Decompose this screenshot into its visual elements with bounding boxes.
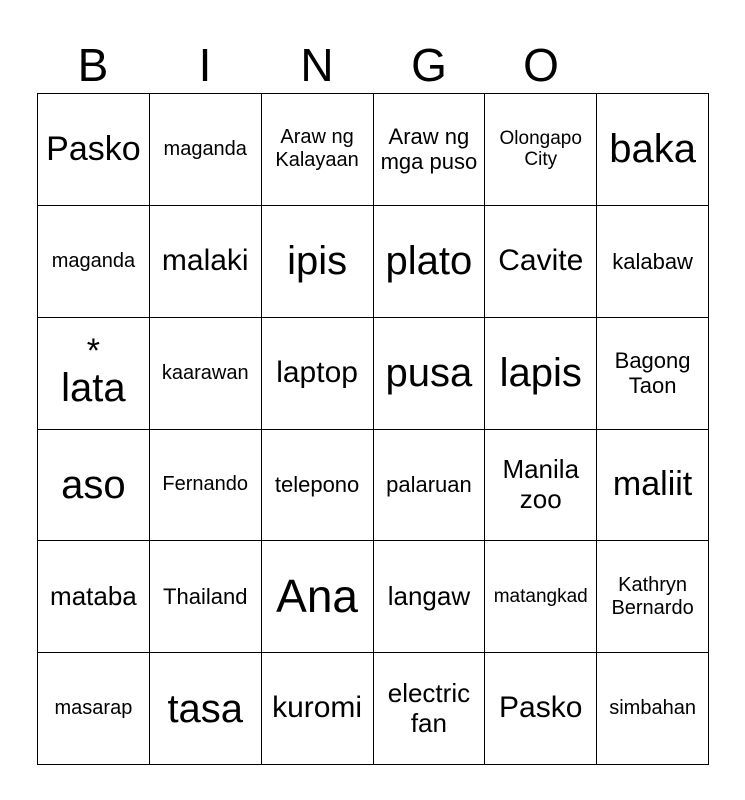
cell-text: ipis [287,239,348,284]
cell-text: Cavite [498,243,584,277]
bingo-cell[interactable] [485,430,597,542]
cell-text: Kathryn Bernardo [611,573,694,619]
bingo-cell[interactable] [485,318,597,430]
bingo-cell[interactable] [150,206,262,318]
cell-text: maliit [612,465,693,504]
bingo-cell[interactable] [485,206,597,318]
cell-text: Manila zoo [502,454,580,514]
cell-text: masarap [54,697,133,720]
bingo-cell[interactable] [374,206,486,318]
cell-text: Araw ng mga puso [380,124,478,175]
header-letter-g: G [411,39,447,91]
cell-text: lata [61,366,126,411]
cell-text: Fernando [162,473,249,496]
free-space-cell[interactable] [38,318,150,430]
bingo-cell[interactable] [485,541,597,653]
cell-text: plato [385,239,473,284]
cell-text: Araw ng Kalayaan [275,126,359,172]
bingo-cell[interactable] [150,430,262,542]
bingo-cell[interactable] [150,318,262,430]
cell-text: maganda [163,137,247,160]
bingo-cell[interactable] [38,653,150,765]
cell-text: pusa [385,351,473,396]
cell-text: electric fan [387,677,471,738]
cell-text: Pasko [499,691,583,725]
header-letter-i: I [198,39,212,91]
header-letter-n: N [300,39,334,91]
cell-text: langaw [387,580,471,611]
bingo-header [37,36,709,94]
bingo-cell[interactable] [374,541,486,653]
bingo-cell[interactable] [38,541,150,653]
bingo-cell[interactable] [262,541,374,653]
cell-text: telepono [274,472,360,498]
cell-text: baka [609,127,696,172]
bingo-cell[interactable] [597,94,709,206]
cell-text: kuromi [272,691,363,725]
bingo-cell[interactable] [150,94,262,206]
bingo-cell[interactable] [374,318,486,430]
cell-text: matangkad [493,585,588,607]
bingo-cell[interactable] [597,318,709,430]
bingo-cell[interactable] [597,430,709,542]
cell-text: tasa [167,686,244,731]
bingo-cell[interactable] [38,430,150,542]
bingo-grid [37,93,709,765]
bingo-cell[interactable] [262,94,374,206]
cell-text: aso [61,462,126,507]
bingo-cell[interactable] [374,430,486,542]
cell-text: Olongapo City [499,127,582,171]
cell-text: Pasko [46,129,141,168]
bingo-cell[interactable] [597,653,709,765]
cell-text: lapis [499,351,582,396]
cell-text: malaki [161,243,249,277]
bingo-cell[interactable] [374,653,486,765]
bingo-cell[interactable] [262,430,374,542]
bingo-cell[interactable] [485,653,597,765]
bingo-cell[interactable] [597,541,709,653]
cell-text: Ana [276,570,358,623]
cell-text: Bagong Taon [614,347,691,399]
cell-text: Thailand [163,584,248,610]
header-letter-o: O [523,39,559,91]
cell-text: palaruan [386,472,472,498]
cell-text: kalabaw [612,248,693,274]
cell-text: simbahan [609,697,696,720]
bingo-cell[interactable] [262,206,374,318]
cell-text: maganda [51,249,136,272]
bingo-cell[interactable] [150,653,262,765]
cell-text: laptop [276,355,358,389]
bingo-cell[interactable] [485,94,597,206]
star-icon: * [86,332,101,371]
cell-text: mataba [50,580,137,611]
bingo-cell[interactable] [38,94,150,206]
header-letter-b: B [77,39,109,91]
bingo-cell[interactable] [262,318,374,430]
cell-text: kaarawan [161,361,249,384]
bingo-cell[interactable] [262,653,374,765]
bingo-cell[interactable] [38,206,150,318]
bingo-cell[interactable] [374,94,486,206]
bingo-cell[interactable] [150,541,262,653]
bingo-cell[interactable] [597,206,709,318]
